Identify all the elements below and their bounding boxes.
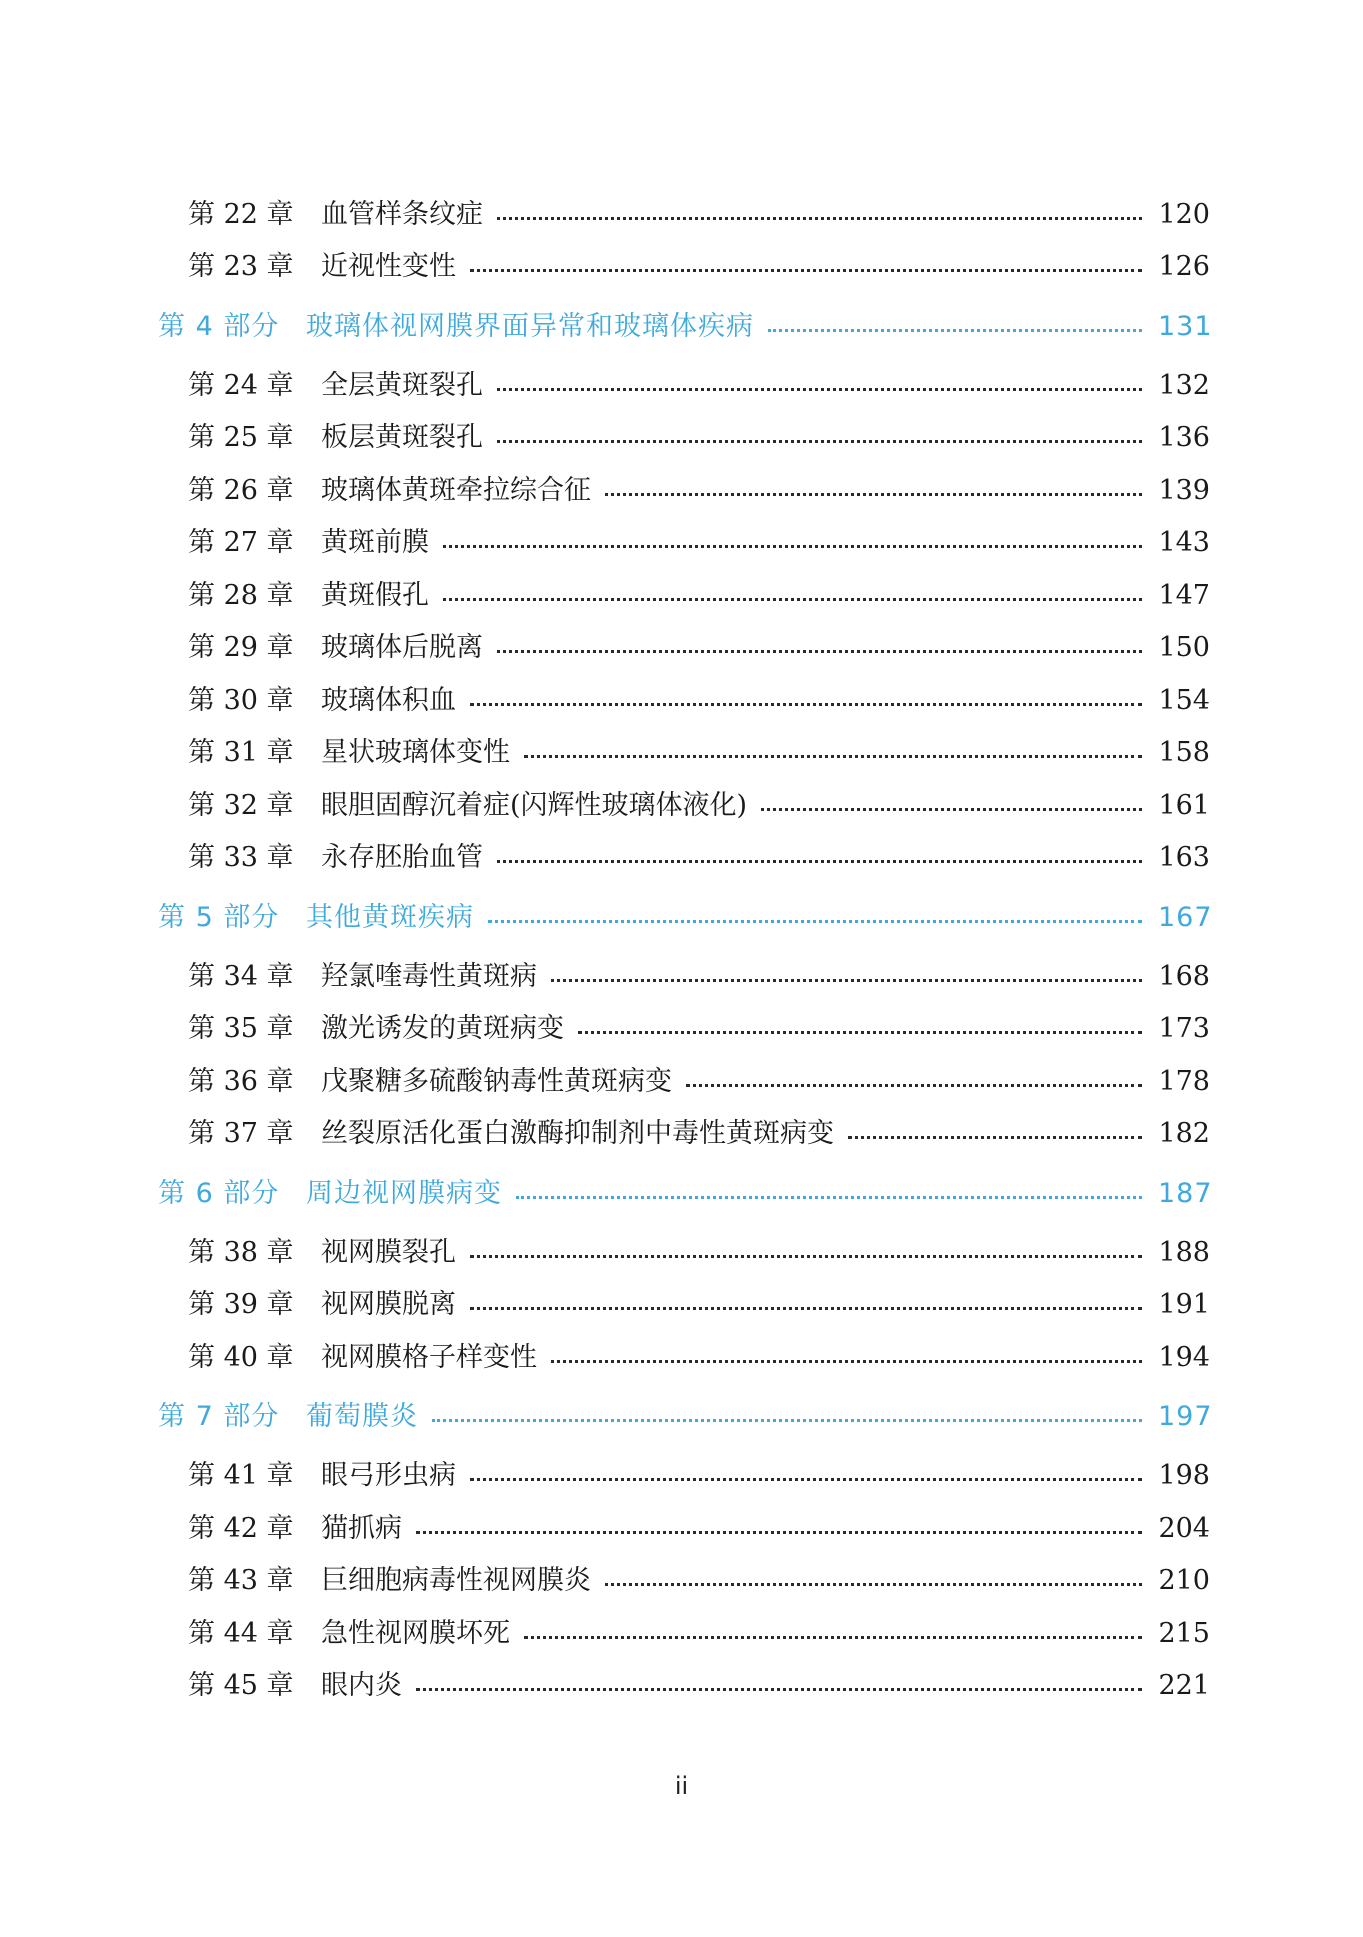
page-number: 126 xyxy=(1158,251,1210,283)
chapter-number: 第 28 章 xyxy=(188,579,294,611)
dot-leader xyxy=(578,1031,1142,1034)
chapter-title: 急性视网膜坏死 xyxy=(321,1617,510,1649)
part-title: 玻璃体视网膜界面异常和玻璃体疾病 xyxy=(306,310,754,342)
page-number: 173 xyxy=(1158,1013,1210,1045)
chapter-title: 猫抓病 xyxy=(321,1512,402,1544)
page-number: 158 xyxy=(1158,737,1210,769)
dot-leader xyxy=(497,217,1142,220)
chapter-title: 眼内炎 xyxy=(321,1670,402,1702)
dot-leader xyxy=(497,860,1142,863)
dot-leader xyxy=(848,1136,1142,1139)
chapter-number: 第 24 章 xyxy=(188,369,294,401)
chapter-number: 第 39 章 xyxy=(188,1289,294,1321)
toc-row[interactable] xyxy=(158,674,1210,727)
toc-row[interactable] xyxy=(158,464,1210,517)
toc-row[interactable] xyxy=(158,517,1210,570)
toc-row[interactable] xyxy=(158,1279,1210,1332)
toc-row[interactable] xyxy=(158,188,1210,241)
chapter-title: 戊聚糖多硫酸钠毒性黄斑病变 xyxy=(321,1065,672,1097)
chapter-number: 第 31 章 xyxy=(188,737,294,769)
page-number: 163 xyxy=(1158,842,1210,874)
chapter-title: 玻璃体黄斑牵拉综合征 xyxy=(321,474,591,506)
part-number: 第 7 部分 xyxy=(158,1401,280,1432)
dot-leader xyxy=(551,979,1142,982)
chapter-number: 第 43 章 xyxy=(188,1565,294,1597)
chapter-title: 眼胆固醇沉着症(闪辉性玻璃体液化) xyxy=(321,789,748,821)
dot-leader xyxy=(470,269,1142,272)
toc-row[interactable] xyxy=(158,1331,1210,1384)
chapter-title: 巨细胞病毒性视网膜炎 xyxy=(321,1565,591,1597)
page-number: 187 xyxy=(1158,1177,1213,1209)
dot-leader xyxy=(443,545,1142,548)
chapter-title: 近视性变性 xyxy=(321,251,456,283)
chapter-number: 第 30 章 xyxy=(188,684,294,716)
toc-row[interactable] xyxy=(158,727,1210,780)
dot-leader xyxy=(551,1360,1142,1363)
page-number: 215 xyxy=(1158,1617,1210,1649)
chapter-title: 板层黄斑裂孔 xyxy=(321,422,483,454)
chapter-title: 眼弓形虫病 xyxy=(321,1460,456,1492)
chapter-number: 第 40 章 xyxy=(188,1341,294,1373)
chapter-number: 第 44 章 xyxy=(188,1617,294,1649)
chapter-title: 玻璃体积血 xyxy=(321,684,456,716)
chapter-number: 第 41 章 xyxy=(188,1460,294,1492)
page-number: 161 xyxy=(1158,789,1210,821)
page-number: 221 xyxy=(1158,1670,1210,1702)
chapter-title: 永存胚胎血管 xyxy=(321,842,483,874)
chapter-title: 血管样条纹症 xyxy=(321,198,483,230)
chapter-number: 第 32 章 xyxy=(188,789,294,821)
dot-leader xyxy=(416,1688,1142,1691)
part-number: 第 6 部分 xyxy=(158,1177,280,1209)
page-number: 132 xyxy=(1158,369,1210,401)
toc-row[interactable] xyxy=(158,832,1210,885)
page-number: 167 xyxy=(1158,901,1213,933)
toc-row[interactable] xyxy=(158,412,1210,465)
dot-leader xyxy=(497,440,1142,443)
chapter-number: 第 25 章 xyxy=(188,422,294,454)
dot-leader xyxy=(524,1636,1142,1639)
dot-leader xyxy=(497,388,1142,391)
toc-row[interactable] xyxy=(158,1108,1210,1161)
page-number: 150 xyxy=(1158,632,1210,664)
chapter-number: 第 45 章 xyxy=(188,1670,294,1702)
page-number: 204 xyxy=(1158,1512,1210,1544)
chapter-title: 羟氯喹毒性黄斑病 xyxy=(321,960,537,992)
chapter-title: 玻璃体后脱离 xyxy=(321,632,483,664)
dot-leader xyxy=(524,755,1142,758)
page-number: 139 xyxy=(1158,474,1210,506)
chapter-number: 第 38 章 xyxy=(188,1236,294,1268)
chapter-number: 第 29 章 xyxy=(188,632,294,664)
page-number: 178 xyxy=(1158,1065,1210,1097)
page-number: 197 xyxy=(1158,1401,1213,1432)
chapter-number: 第 26 章 xyxy=(188,474,294,506)
page-number: 191 xyxy=(1158,1289,1210,1321)
toc-row[interactable] xyxy=(158,1003,1210,1056)
page-number: 198 xyxy=(1158,1460,1210,1492)
toc-row[interactable] xyxy=(158,1555,1210,1608)
toc-row[interactable] xyxy=(158,569,1210,622)
dot-leader xyxy=(470,1255,1142,1258)
part-number: 第 4 部分 xyxy=(158,310,280,342)
page-number: 154 xyxy=(1158,684,1210,716)
toc-row[interactable] xyxy=(158,1055,1210,1108)
chapter-title: 视网膜格子样变性 xyxy=(321,1341,537,1373)
page-number: 210 xyxy=(1158,1565,1210,1597)
chapter-title: 星状玻璃体变性 xyxy=(321,737,510,769)
chapter-number: 第 22 章 xyxy=(188,198,294,230)
page-number: 168 xyxy=(1158,960,1210,992)
toc-row[interactable] xyxy=(158,1450,1210,1503)
chapter-title: 全层黄斑裂孔 xyxy=(321,369,483,401)
dot-leader xyxy=(432,1419,1142,1422)
chapter-number: 第 23 章 xyxy=(188,251,294,283)
chapter-title: 激光诱发的黄斑病变 xyxy=(321,1013,564,1045)
page-number: 136 xyxy=(1158,422,1210,454)
toc-row[interactable] xyxy=(158,359,1210,412)
toc-part-heading[interactable] xyxy=(158,1384,1213,1450)
chapter-title: 黄斑假孔 xyxy=(321,579,429,611)
toc-row[interactable] xyxy=(158,950,1210,1003)
part-title: 周边视网膜病变 xyxy=(306,1177,502,1209)
toc-row[interactable] xyxy=(158,1226,1210,1279)
page-number: 147 xyxy=(1158,579,1210,611)
toc-part-heading[interactable] xyxy=(158,293,1213,359)
page-number: 131 xyxy=(1158,310,1213,342)
chapter-number: 第 36 章 xyxy=(188,1065,294,1097)
chapter-title: 视网膜裂孔 xyxy=(321,1236,456,1268)
page-number: 182 xyxy=(1158,1118,1210,1150)
dot-leader xyxy=(470,1478,1142,1481)
toc-part-heading[interactable] xyxy=(158,884,1213,950)
dot-leader xyxy=(686,1084,1142,1087)
page-number: 143 xyxy=(1158,527,1210,559)
dot-leader xyxy=(488,920,1142,923)
dot-leader xyxy=(516,1196,1142,1199)
dot-leader xyxy=(416,1531,1142,1534)
toc-row[interactable] xyxy=(158,779,1210,832)
toc-row[interactable] xyxy=(158,1607,1210,1660)
chapter-number: 第 33 章 xyxy=(188,842,294,874)
chapter-number: 第 27 章 xyxy=(188,527,294,559)
toc-row[interactable] xyxy=(158,1660,1210,1713)
dot-leader xyxy=(443,598,1142,601)
chapter-number: 第 34 章 xyxy=(188,960,294,992)
chapter-title: 黄斑前膜 xyxy=(321,527,429,559)
chapter-title: 丝裂原活化蛋白激酶抑制剂中毒性黄斑病变 xyxy=(321,1118,834,1150)
dot-leader xyxy=(761,808,1142,811)
dot-leader xyxy=(605,493,1142,496)
dot-leader xyxy=(768,329,1142,332)
toc-row[interactable] xyxy=(158,241,1210,294)
page-number: 120 xyxy=(1158,198,1210,230)
footer-page-number: ii xyxy=(674,1772,689,1800)
part-title: 葡萄膜炎 xyxy=(306,1401,418,1432)
dot-leader xyxy=(470,1307,1142,1310)
page-number: 194 xyxy=(1158,1341,1210,1373)
dot-leader xyxy=(605,1583,1142,1586)
dot-leader xyxy=(470,703,1142,706)
chapter-number: 第 35 章 xyxy=(188,1013,294,1045)
chapter-title: 视网膜脱离 xyxy=(321,1289,456,1321)
part-number: 第 5 部分 xyxy=(158,901,280,933)
chapter-number: 第 42 章 xyxy=(188,1512,294,1544)
toc-row[interactable] xyxy=(158,1502,1210,1555)
dot-leader xyxy=(497,650,1142,653)
part-title: 其他黄斑疾病 xyxy=(306,901,474,933)
toc-row[interactable] xyxy=(158,622,1210,675)
table-of-contents xyxy=(158,188,1213,1712)
chapter-number: 第 37 章 xyxy=(188,1118,294,1150)
page-number: 188 xyxy=(1158,1236,1210,1268)
toc-part-heading[interactable] xyxy=(158,1160,1213,1226)
